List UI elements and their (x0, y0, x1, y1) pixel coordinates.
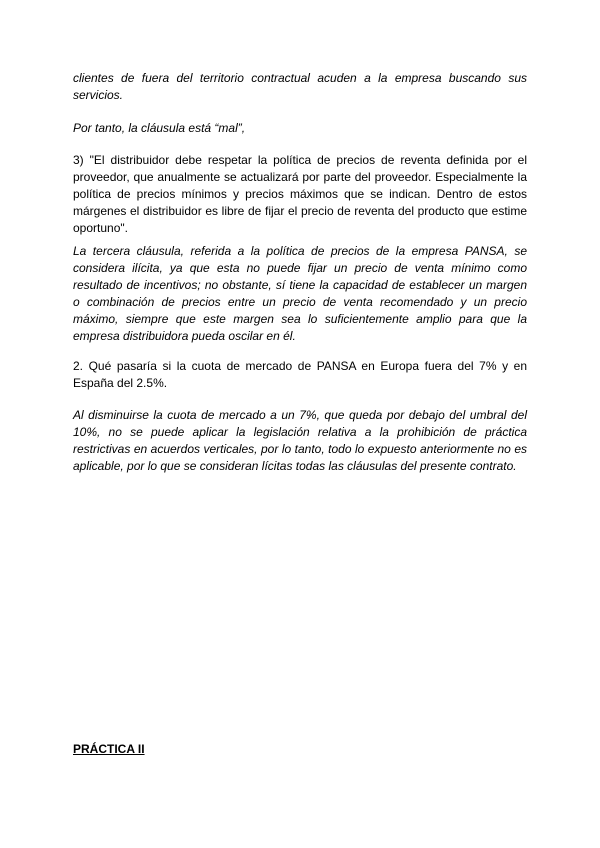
paragraph-tercera-clausula-analysis: La tercera cláusula, referida a la política de precios de la empresa PANSA, se considera ilícita, ya que esta no puede fijar un precio de venta mínimo como resultado de incentivos; no obstante, sí tiene la capacidad de establecer un margen o combinación de precios entre un precio de venta recomendado y un precio máximo, siempre que este margen sea lo suficientemente amplio para que la empresa distribuidora pueda oscilar en él. (73, 244, 527, 343)
paragraph-clausula-mal: Por tanto, la cláusula está “mal”, (73, 121, 246, 135)
paragraph-clientes-servicios: clientes de fuera del territorio contractual acuden a la empresa buscando sus servicios. (73, 71, 527, 102)
section-heading-practica-ii: PRÁCTICA II (73, 742, 145, 756)
paragraph-clause-3-quote: 3) "El distribuidor debe respetar la política de precios de reventa definida por el proveedor, que anualmente se actualizará por parte del proveedor. Especialmente la política de precios mínimos y precios máximos que se indican. Dentro de estos márgenes el distribuidor es libre de fijar el precio de reventa del producto que estime oportuno". (73, 153, 527, 235)
paragraph-answer-2: Al disminuirse la cuota de mercado a un 7%, que queda por debajo del umbral del 10%, no se puede aplicar la legislación relativa a la prohibición de práctica restrictivas en acuerdos verticales, por lo tanto, todo lo expuesto anteriormente no es aplicable, por lo que se consideran lícitas todas las cláusulas del presente contrato. (73, 408, 527, 473)
paragraph-question-2: 2. Qué pasaría si la cuota de mercado de PANSA en Europa fuera del 7% y en España del 2.5%. (73, 359, 527, 390)
